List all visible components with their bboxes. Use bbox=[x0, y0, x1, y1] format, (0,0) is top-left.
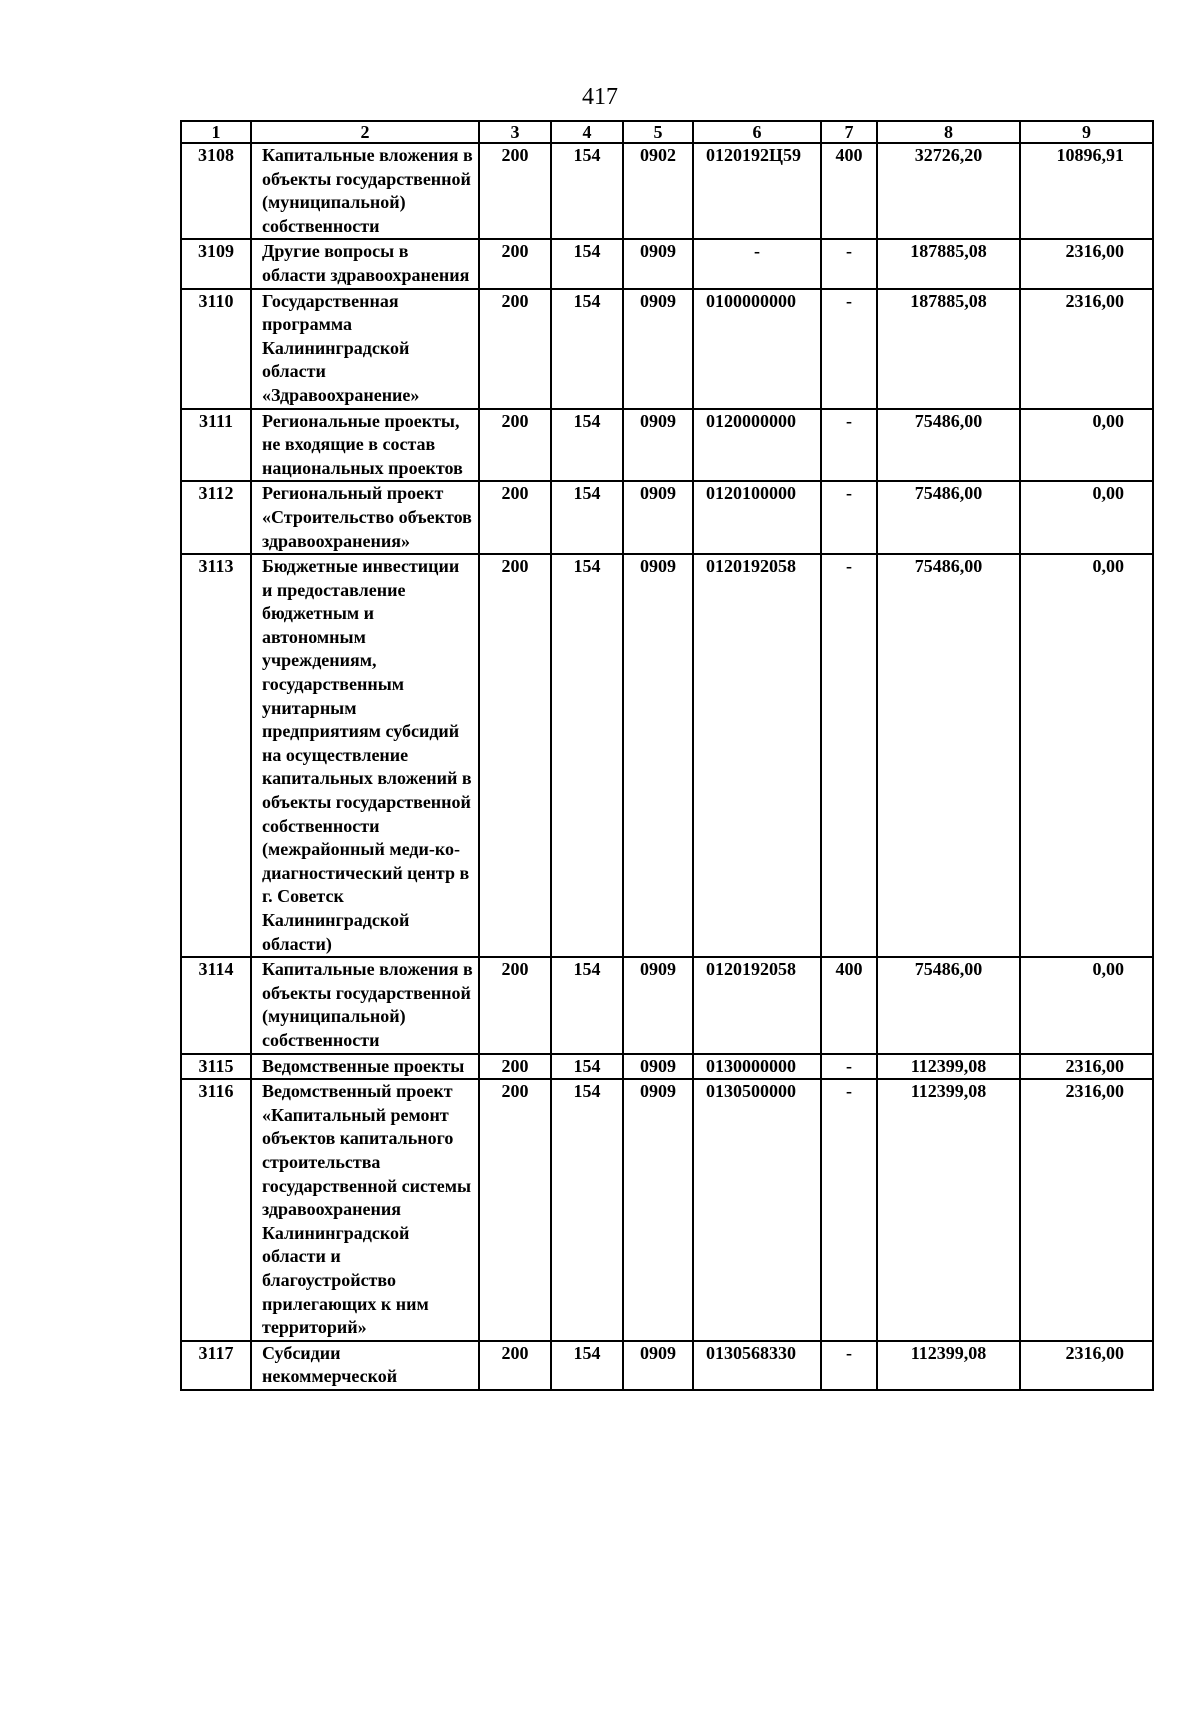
row-number: 3116 bbox=[181, 1079, 251, 1341]
budget-table bbox=[180, 120, 1154, 1391]
cell-col9: 0,00 bbox=[1020, 957, 1153, 1053]
cell-col8: 112399,08 bbox=[877, 1079, 1020, 1341]
cell-col4: 154 bbox=[551, 239, 623, 288]
cell-col3: 200 bbox=[479, 1054, 551, 1080]
cell-col4: 154 bbox=[551, 1079, 623, 1341]
table-row bbox=[181, 409, 1153, 482]
cell-col8: 75486,00 bbox=[877, 481, 1020, 554]
cell-col8: 75486,00 bbox=[877, 554, 1020, 957]
table-row bbox=[181, 1054, 1153, 1080]
table-row bbox=[181, 481, 1153, 554]
cell-col8: 75486,00 bbox=[877, 409, 1020, 482]
row-name: Другие вопросы в области здравоохранения bbox=[251, 239, 479, 288]
cell-col6: 0120192058 bbox=[693, 554, 821, 957]
cell-col3: 200 bbox=[479, 143, 551, 239]
cell-col4: 154 bbox=[551, 1341, 623, 1390]
row-number: 3115 bbox=[181, 1054, 251, 1080]
col-header-5: 5 bbox=[623, 121, 693, 143]
cell-col9: 2316,00 bbox=[1020, 289, 1153, 409]
col-header-4: 4 bbox=[551, 121, 623, 143]
col-header-9: 9 bbox=[1020, 121, 1153, 143]
col-header-8: 8 bbox=[877, 121, 1020, 143]
table-row bbox=[181, 143, 1153, 239]
cell-col9: 2316,00 bbox=[1020, 1054, 1153, 1080]
cell-col5: 0909 bbox=[623, 289, 693, 409]
cell-col9: 2316,00 bbox=[1020, 239, 1153, 288]
row-number: 3111 bbox=[181, 409, 251, 482]
row-name: Региональный проект «Строительство объектов здравоохранения» bbox=[251, 481, 479, 554]
row-number: 3109 bbox=[181, 239, 251, 288]
cell-col3: 200 bbox=[479, 239, 551, 288]
cell-col9: 10896,91 bbox=[1020, 143, 1153, 239]
cell-col6: 0130500000 bbox=[693, 1079, 821, 1341]
cell-col9: 0,00 bbox=[1020, 409, 1153, 482]
row-number: 3110 bbox=[181, 289, 251, 409]
col-header-3: 3 bbox=[479, 121, 551, 143]
cell-col6: 0120000000 bbox=[693, 409, 821, 482]
cell-col6: 0120192058 bbox=[693, 957, 821, 1053]
row-name: Бюджетные инвестиции и предоставление бюджетным и автономным учреждениям, государственным унитарным предприятиям субсидий на осуществление капитальных вложений в объекты государственной собственности (межрайонный меди-ко-диагностический центр в г. Советск Калининградской области) bbox=[251, 554, 479, 957]
cell-col5: 0909 bbox=[623, 957, 693, 1053]
cell-col8: 187885,08 bbox=[877, 289, 1020, 409]
table-row bbox=[181, 289, 1153, 409]
cell-col7: 400 bbox=[821, 143, 877, 239]
cell-col7: - bbox=[821, 239, 877, 288]
page-number: 417 bbox=[582, 84, 618, 110]
cell-col4: 154 bbox=[551, 957, 623, 1053]
cell-col6: 0130000000 bbox=[693, 1054, 821, 1080]
cell-col4: 154 bbox=[551, 481, 623, 554]
row-name: Капитальные вложения в объекты государственной (муниципальной) собственности bbox=[251, 957, 479, 1053]
cell-col3: 200 bbox=[479, 554, 551, 957]
cell-col3: 200 bbox=[479, 481, 551, 554]
cell-col3: 200 bbox=[479, 289, 551, 409]
row-name: Ведомственный проект «Капитальный ремонт объектов капитального строительства государственной системы здравоохранения Калининградской области и благоустройство прилегающих к ним территорий» bbox=[251, 1079, 479, 1341]
cell-col4: 154 bbox=[551, 143, 623, 239]
cell-col5: 0902 bbox=[623, 143, 693, 239]
cell-col7: - bbox=[821, 1341, 877, 1390]
header-row bbox=[181, 121, 1153, 143]
row-number: 3112 bbox=[181, 481, 251, 554]
row-name: Капитальные вложения в объекты государственной (муниципальной) собственности bbox=[251, 143, 479, 239]
cell-col6: 0120192Ц59 bbox=[693, 143, 821, 239]
row-name: Государственная программа Калининградской области «Здравоохранение» bbox=[251, 289, 479, 409]
row-number: 3114 bbox=[181, 957, 251, 1053]
cell-col7: - bbox=[821, 409, 877, 482]
cell-col7: - bbox=[821, 554, 877, 957]
cell-col4: 154 bbox=[551, 409, 623, 482]
cell-col3: 200 bbox=[479, 1341, 551, 1390]
cell-col7: - bbox=[821, 1079, 877, 1341]
cell-col4: 154 bbox=[551, 554, 623, 957]
cell-col8: 112399,08 bbox=[877, 1054, 1020, 1080]
table-row bbox=[181, 957, 1153, 1053]
cell-col5: 0909 bbox=[623, 1079, 693, 1341]
cell-col8: 187885,08 bbox=[877, 239, 1020, 288]
table-row bbox=[181, 1079, 1153, 1341]
cell-col3: 200 bbox=[479, 957, 551, 1053]
row-name: Ведомственные проекты bbox=[251, 1054, 479, 1080]
cell-col8: 112399,08 bbox=[877, 1341, 1020, 1390]
cell-col6: 0100000000 bbox=[693, 289, 821, 409]
row-number: 3117 bbox=[181, 1341, 251, 1390]
cell-col7: - bbox=[821, 481, 877, 554]
cell-col9: 2316,00 bbox=[1020, 1341, 1153, 1390]
row-number: 3113 bbox=[181, 554, 251, 957]
cell-col7: 400 bbox=[821, 957, 877, 1053]
cell-col5: 0909 bbox=[623, 554, 693, 957]
row-name: Региональные проекты, не входящие в состав национальных проектов bbox=[251, 409, 479, 482]
cell-col6: - bbox=[693, 239, 821, 288]
cell-col5: 0909 bbox=[623, 409, 693, 482]
cell-col5: 0909 bbox=[623, 481, 693, 554]
col-header-6: 6 bbox=[693, 121, 821, 143]
row-number: 3108 bbox=[181, 143, 251, 239]
cell-col7: - bbox=[821, 1054, 877, 1080]
cell-col6: 0130568330 bbox=[693, 1341, 821, 1390]
cell-col6: 0120100000 bbox=[693, 481, 821, 554]
col-header-2: 2 bbox=[251, 121, 479, 143]
col-header-1: 1 bbox=[181, 121, 251, 143]
cell-col9: 2316,00 bbox=[1020, 1079, 1153, 1341]
cell-col3: 200 bbox=[479, 409, 551, 482]
cell-col5: 0909 bbox=[623, 239, 693, 288]
row-name: Субсидии некоммерческой bbox=[251, 1341, 479, 1390]
table-row bbox=[181, 239, 1153, 288]
table-row bbox=[181, 1341, 1153, 1390]
col-header-7: 7 bbox=[821, 121, 877, 143]
cell-col9: 0,00 bbox=[1020, 554, 1153, 957]
cell-col4: 154 bbox=[551, 1054, 623, 1080]
cell-col4: 154 bbox=[551, 289, 623, 409]
cell-col5: 0909 bbox=[623, 1054, 693, 1080]
cell-col8: 75486,00 bbox=[877, 957, 1020, 1053]
table-row bbox=[181, 554, 1153, 957]
cell-col7: - bbox=[821, 289, 877, 409]
cell-col8: 32726,20 bbox=[877, 143, 1020, 239]
cell-col3: 200 bbox=[479, 1079, 551, 1341]
cell-col9: 0,00 bbox=[1020, 481, 1153, 554]
cell-col5: 0909 bbox=[623, 1341, 693, 1390]
